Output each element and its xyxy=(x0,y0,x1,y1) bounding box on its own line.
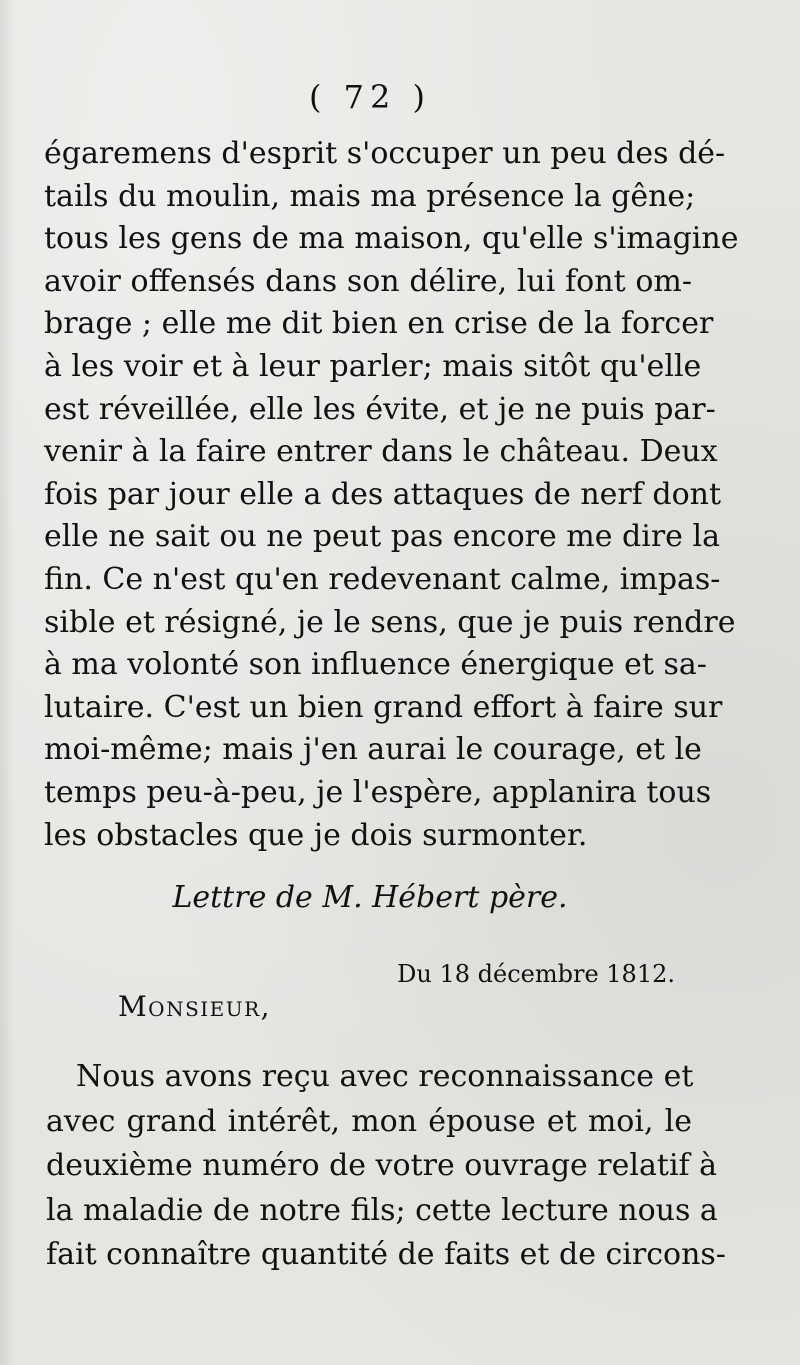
body-paragraph xyxy=(44,133,739,857)
page-edge-shadow xyxy=(0,0,14,1365)
text-line: lutaire. C'est un bien grand effort à faire sur xyxy=(44,689,723,725)
salutation: Monsieur, xyxy=(118,990,272,1023)
letter-heading: Lettre de M. Hébert père. xyxy=(172,880,568,915)
text-line: temps peu-à-peu, je l'espère, applanira tous xyxy=(44,774,712,810)
text-line: moi-même; mais j'en aurai le courage, et le xyxy=(44,732,702,768)
text-line: fois par jour elle a des attaques de nerf dont xyxy=(44,476,722,512)
text-line: les obstacles que je dois surmonter. xyxy=(44,817,588,853)
text-line: fin. Ce n'est qu'en redevenant calme, impas- xyxy=(44,561,721,597)
text-line: à ma volonté son influence énergique et sa- xyxy=(44,647,707,683)
text-line: tails du moulin, mais ma présence la gêne; xyxy=(44,178,696,214)
page-number: ( 72 ) xyxy=(308,78,432,116)
text-line: égaremens d'esprit s'occuper un peu des dé- xyxy=(44,136,726,171)
text-line: Nous avons reçu avec reconnaissance et xyxy=(76,1059,694,1094)
text-line: avoir offensés dans son délire, lui font om- xyxy=(44,263,692,299)
text-line: la maladie de notre fils; cette lecture nous a xyxy=(46,1192,718,1228)
letter-paragraph xyxy=(46,1055,726,1278)
text-line: avec grand intérêt, mon épouse et moi, le xyxy=(46,1103,692,1139)
text-line: tous les gens de ma maison, qu'elle s'imagine xyxy=(44,221,739,257)
text-line: est réveillée, elle les évite, et je ne puis par- xyxy=(44,391,716,427)
text-line: à les voir et à leur parler; mais sitôt qu'elle xyxy=(44,348,702,384)
text-line: brage ; elle me dit bien en crise de la forcer xyxy=(44,306,714,342)
text-line: deuxième numéro de votre ouvrage relatif à xyxy=(46,1148,718,1183)
text-line: elle ne sait ou ne peut pas encore me dire la xyxy=(44,519,720,555)
letter-date: Du 18 décembre 1812. xyxy=(397,960,675,988)
text-line: venir à la faire entrer dans le château. Deux xyxy=(44,434,718,470)
text-line: fait connaître quantité de faits et de circons- xyxy=(46,1237,726,1272)
text-line: sible et résigné, je le sens, que je puis rendre xyxy=(44,604,736,640)
